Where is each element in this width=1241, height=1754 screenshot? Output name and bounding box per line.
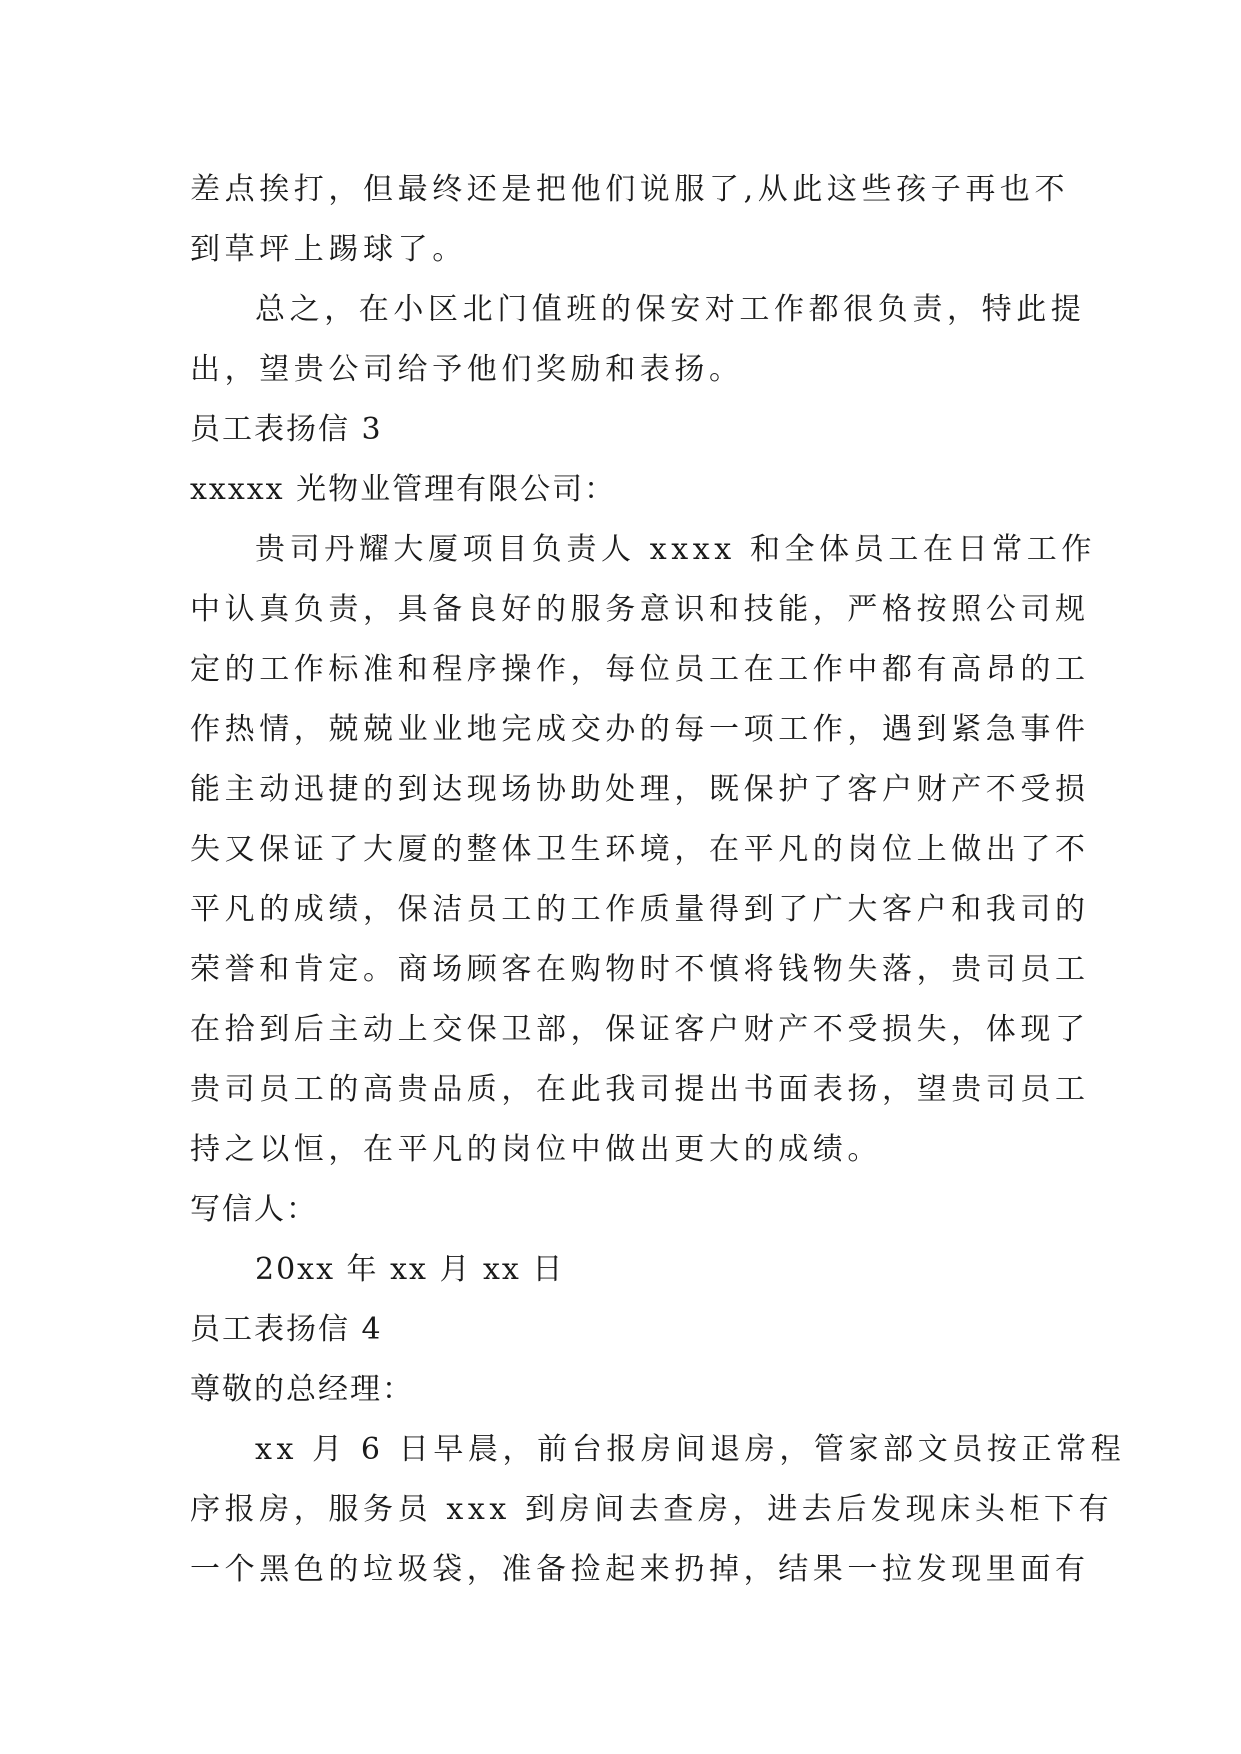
section-heading: 员工表扬信 3 bbox=[190, 412, 383, 447]
paragraph-first-line: xx 月 6 日早晨，前台报房间退房，管家部文员按正常程 bbox=[255, 1432, 1126, 1467]
body-text-line: 到草坪上踢球了。 bbox=[190, 232, 467, 267]
body-text-line: 作热情，兢兢业业地完成交办的每一项工作，遇到紧急事件 bbox=[190, 712, 1090, 747]
body-text-line: 持之以恒，在平凡的岗位中做出更大的成绩。 bbox=[190, 1132, 882, 1167]
signature-date: 20xx 年 xx 月 xx 日 bbox=[255, 1252, 565, 1287]
body-text-line: 定的工作标准和程序操作，每位员工在工作中都有高昂的工 bbox=[190, 652, 1090, 687]
body-text-line: 失又保证了大厦的整体卫生环境，在平凡的岗位上做出了不 bbox=[190, 832, 1090, 867]
signature-label: 写信人： bbox=[190, 1192, 318, 1227]
salutation: 尊敬的总经理： bbox=[190, 1372, 414, 1407]
section-heading: 员工表扬信 4 bbox=[190, 1312, 383, 1347]
paragraph-first-line: 贵司丹耀大厦项目负责人 xxxx 和全体员工在日常工作 bbox=[255, 532, 1096, 567]
paragraph-first-line: 总之，在小区北门值班的保安对工作都很负责，特此提 bbox=[255, 292, 1086, 327]
body-text-line: 序报房，服务员 xxx 到房间去查房，进去后发现床头柜下有 bbox=[190, 1492, 1114, 1527]
body-text-line: 差点挨打，但最终还是把他们说服了,从此这些孩子再也不 bbox=[190, 172, 1070, 207]
body-text-line: 平凡的成绩，保洁员工的工作质量得到了广大客户和我司的 bbox=[190, 892, 1090, 927]
body-text-line: 中认真负责，具备良好的服务意识和技能，严格按照公司规 bbox=[190, 592, 1090, 627]
salutation: xxxxx 光物业管理有限公司： bbox=[190, 472, 617, 507]
body-text-line: 一个黑色的垃圾袋，准备捡起来扔掉，结果一拉发现里面有 bbox=[190, 1552, 1090, 1587]
body-text-line: 在拾到后主动上交保卫部，保证客户财产不受损失，体现了 bbox=[190, 1012, 1090, 1047]
body-text-line: 荣誉和肯定。商场顾客在购物时不慎将钱物失落，贵司员工 bbox=[190, 952, 1090, 987]
body-text-line: 能主动迅捷的到达现场协助处理，既保护了客户财产不受损 bbox=[190, 772, 1090, 807]
body-text-line: 出，望贵公司给予他们奖励和表扬。 bbox=[190, 352, 744, 387]
document-page bbox=[190, 160, 1126, 1600]
body-text-line: 贵司员工的高贵品质，在此我司提出书面表扬，望贵司员工 bbox=[190, 1072, 1090, 1107]
